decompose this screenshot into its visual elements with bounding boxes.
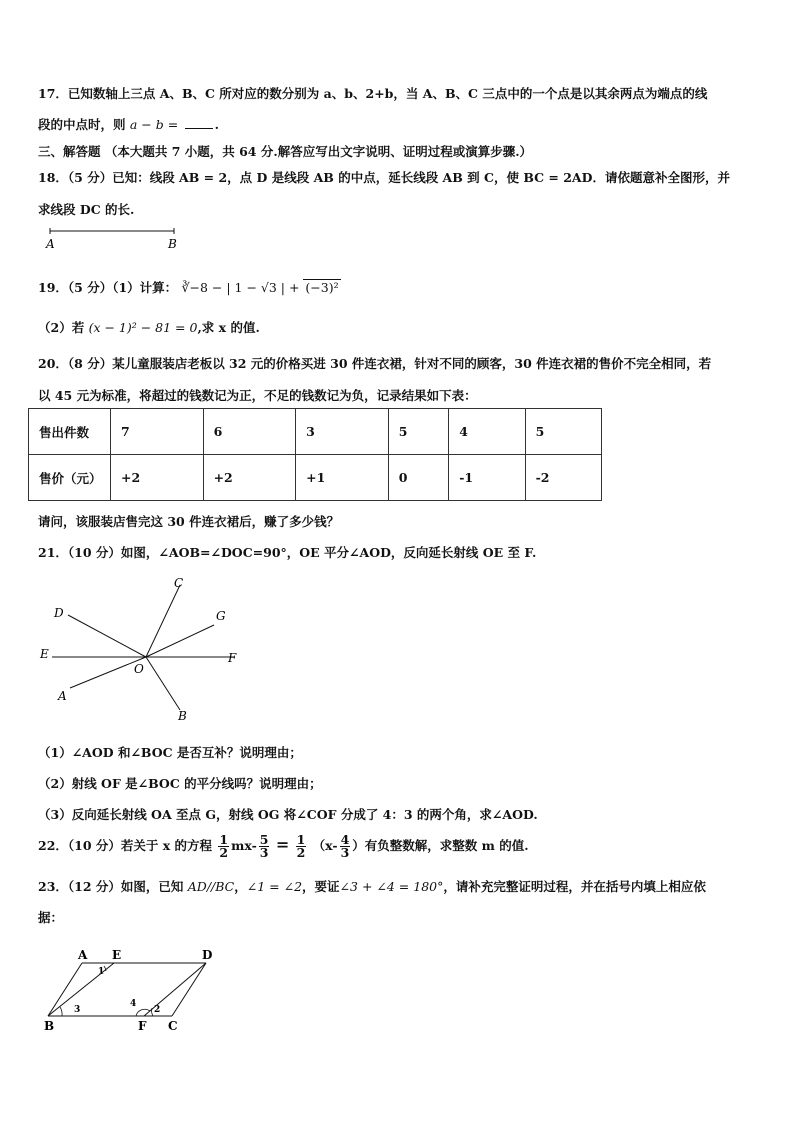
table-cell: 6 xyxy=(203,409,296,455)
label-a: A xyxy=(46,237,55,251)
table-cell: 4 xyxy=(449,409,525,455)
q19-part1 xyxy=(38,278,341,296)
q18-line2: 求线段 DC 的长. xyxy=(38,202,135,217)
q19-part2-expr: (x − 1)² − 81 = 0 xyxy=(88,320,198,335)
q23-parallelogram-figure xyxy=(40,944,230,1034)
q22-mid1: mx- xyxy=(231,838,257,853)
table-cell: 5 xyxy=(525,409,601,455)
q20-sales-table xyxy=(28,408,602,501)
label-b: B xyxy=(44,1019,55,1033)
q18-segment-figure xyxy=(40,224,190,254)
q23-expr3: ∠3 + ∠4 = 180° xyxy=(339,879,444,894)
q23-expr1: AD//BC xyxy=(187,879,235,894)
q21-angle-figure xyxy=(30,570,250,730)
q17-line2-post: . xyxy=(214,117,219,132)
label-b: B xyxy=(178,709,187,723)
q17-expr: a − b = xyxy=(129,117,179,132)
q22-post: ）有负整数解，求整数 m 的值. xyxy=(352,838,529,853)
q21-line1: 21．（10 分）如图，∠AOB=∠DOC=90°，OE 平分∠AOD，反向延长射线 OE 至 F. xyxy=(38,545,537,560)
q22-frac4: $\frac{4}{3}$ xyxy=(340,832,350,860)
table-cell: +2 xyxy=(111,455,204,501)
label-o: O xyxy=(134,662,144,676)
q21-sub2: （2）射线 OF 是∠BOC 的平分线吗？说明理由； xyxy=(38,776,322,791)
ray-oc xyxy=(146,585,180,657)
q19-part1-expr: ∛−8 − | 1 − √3 | + xyxy=(181,280,304,295)
q22-pre: 22．（10 分）若关于 x 的方程 xyxy=(38,838,213,853)
q17-answer-blank xyxy=(185,128,213,129)
q20-line2: 以 45 元为标准，将超过的钱数记为正，不足的钱数记为负，记录结果如下表： xyxy=(38,388,477,403)
q22-frac3: $\frac{1}{2}$ xyxy=(296,832,306,860)
q23-expr2: ∠1 = ∠2 xyxy=(246,879,303,894)
label-a: A xyxy=(58,689,67,703)
table-cell: 3 xyxy=(296,409,389,455)
table-cell: 0 xyxy=(388,455,448,501)
q20-line1: 20．（8 分）某儿童服装店老板以 32 元的价格买进 30 件连衣裙，针对不同的顾客，30 件连衣裙的售价不完全相同，若 xyxy=(38,356,712,371)
table-row xyxy=(29,409,602,455)
line-dc xyxy=(172,963,206,1016)
label-c: C xyxy=(174,576,184,590)
q22-mid2: （x- xyxy=(312,838,338,853)
section3-heading: 三、解答题 （本大题共 7 小题，共 64 分.解答应写出文字说明、证明过程或演算步骤.） xyxy=(38,144,533,159)
angle-4-label: 4 xyxy=(130,999,137,1009)
q22-frac2: $\frac{5}{3}$ xyxy=(259,832,269,860)
ray-ob xyxy=(146,657,180,710)
q23-line2: 据： xyxy=(38,910,64,925)
label-b: B xyxy=(168,237,177,251)
ray-od xyxy=(68,615,146,657)
q19-part2 xyxy=(38,318,260,336)
label-f: F xyxy=(138,1019,147,1033)
q19-part2-pre: （2）若 xyxy=(38,320,85,335)
q23-line1 xyxy=(38,877,706,895)
angle-2-label: 2 xyxy=(154,1005,161,1015)
table-cell: +2 xyxy=(203,455,296,501)
q22-frac1: $\frac{1}{2}$ xyxy=(219,832,229,860)
q19-part1-sqrt: (−3)² xyxy=(305,280,339,295)
angle-3-label: 3 xyxy=(74,1005,81,1015)
table-cell: 5 xyxy=(388,409,448,455)
q19-part1-pre: 19．（5 分）（1）计算： xyxy=(38,280,178,295)
angle-1-label: 1 xyxy=(98,967,105,977)
label-a: A xyxy=(78,948,88,962)
q17-line2 xyxy=(38,115,219,133)
label-d: D xyxy=(54,606,64,620)
q18-line1: 18．（5 分）已知：线段 AB = 2，点 D 是线段 AB 的中点，延长线段 AB 到 C，使 BC = 2AD．请依题意补全图形，并 xyxy=(38,170,730,185)
table-cell: 7 xyxy=(111,409,204,455)
label-d: D xyxy=(202,948,213,962)
ray-og xyxy=(146,625,214,657)
q22-line xyxy=(38,834,529,859)
q21-sub3: （3）反向延长射线 OA 至点 G，射线 OG 将∠COF 分成了 4：3 的两个角，求∠AOD. xyxy=(38,807,538,822)
table-row xyxy=(29,455,602,501)
q22-eq: = xyxy=(275,835,290,854)
q17-line2-pre: 段的中点时，则 xyxy=(38,117,126,132)
label-c: C xyxy=(168,1019,178,1033)
q23-mid2: ，要证 xyxy=(302,879,340,894)
q19-part2-post: ,求 x 的值. xyxy=(197,320,260,335)
q21-sub1: （1）∠AOD 和∠BOC 是否互补？说明理由； xyxy=(38,745,302,760)
table-cell: -1 xyxy=(449,455,525,501)
q23-pre: 23．（12 分）如图，已知 xyxy=(38,879,184,894)
table-cell: 售出件数 xyxy=(29,409,111,455)
label-e: E xyxy=(40,647,49,661)
q20-question: 请问，该服装店售完这 30 件连衣裙后，赚了多少钱？ xyxy=(38,514,340,529)
q23-mid1: ， xyxy=(234,879,247,894)
table-cell: -2 xyxy=(525,455,601,501)
label-f: F xyxy=(228,651,237,665)
q17-line1: 17．已知数轴上三点 A、B、C 所对应的数分别为 a、b、2+b，当 A、B、C 三点中的一个点是以其余两点为端点的线 xyxy=(38,86,708,101)
table-cell: 售价（元） xyxy=(29,455,111,501)
label-e: E xyxy=(112,948,122,962)
table-cell: +1 xyxy=(296,455,389,501)
q23-post: ，请补充完整证明过程，并在括号内填上相应依 xyxy=(443,879,706,894)
label-g: G xyxy=(216,609,226,623)
